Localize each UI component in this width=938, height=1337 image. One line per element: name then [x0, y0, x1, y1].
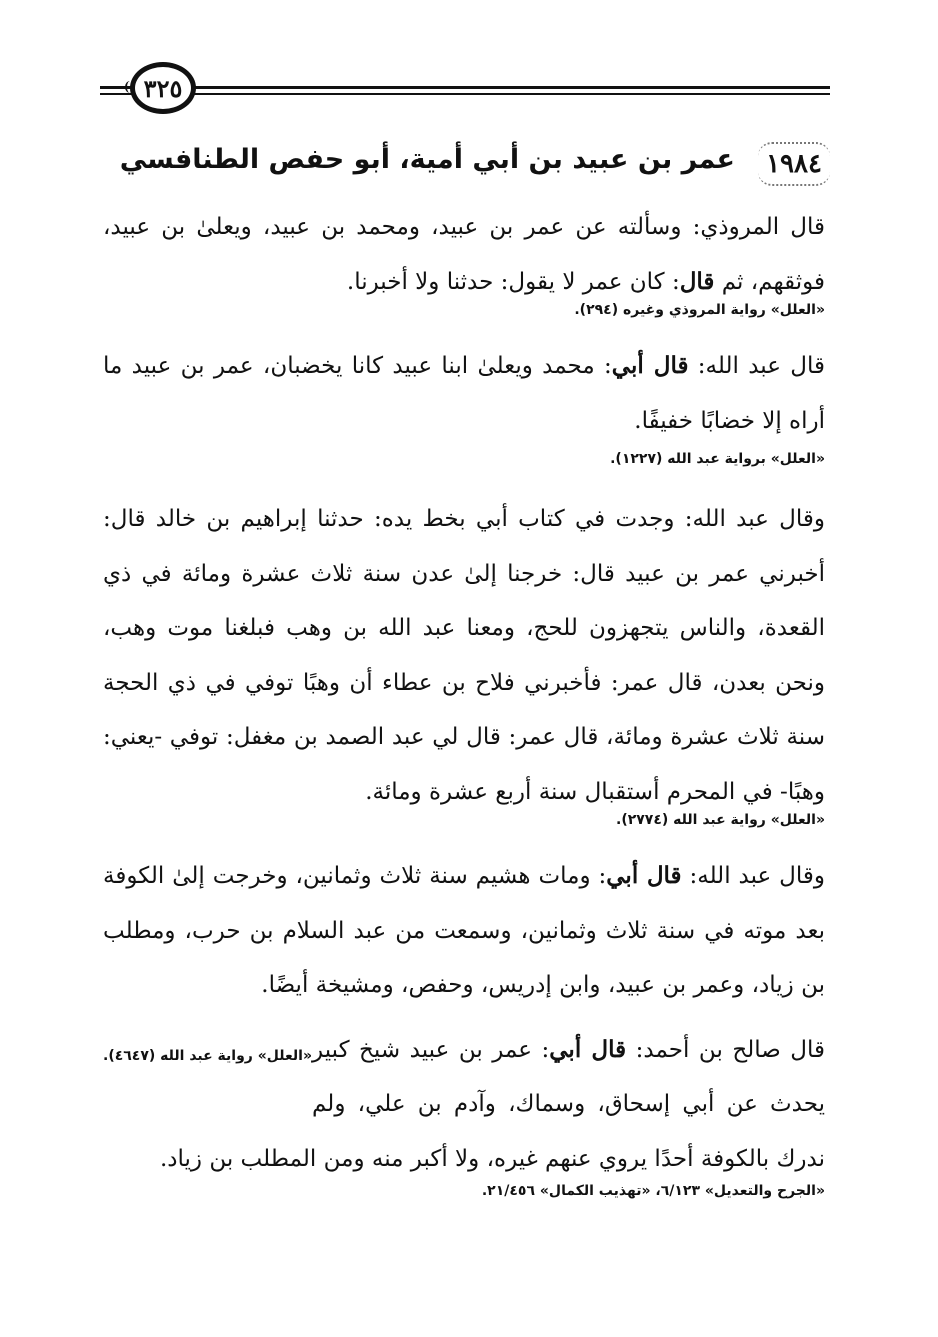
source-citation: «العلل» برواية عبد الله (١٢٢٧).	[610, 451, 825, 467]
page-body	[103, 200, 825, 1202]
header-rule-thin	[100, 93, 830, 95]
entry-heading	[100, 138, 830, 188]
entry-title: عمر بن عبيد بن أبي أمية، أبو حفص الطنافسي	[119, 144, 735, 175]
paragraph: وقال عبد الله: قال أبي: ومات هشيم سنة ثلاث وثمانين، وخرجت إلىٰ الكوفة بعد موته في سنة ثلاث وثمانين، وسمعت من عبد السلام بن حرب، ومطلب بن زياد، وعمر بن عبيد، وابن إدريس، وحفص، ومشيخة أيضًا. «العلل» رواية عبد الله (٤٦٤٧).	[103, 849, 825, 1013]
source-citation: «العلل» رواية عبد الله (٢٧٧٤).	[616, 812, 825, 828]
paragraph: قال صالح بن أحمد: قال أبي: عمر بن عبيد شيخ كبير يحدث عن أبي إسحاق، وسماك، وآدم بن علي، ولم ندرك بالكوفة أحدًا يروي عنهم غيره، ولا أكبر منه ومن المطلب بن زياد.	[159, 1035, 825, 1172]
paragraph: وقال عبد الله: وجدت في كتاب أبي بخط يده: حدثنا إبراهيم بن خالد قال: أخبرني عمر بن عبيد قال: خرجنا إلىٰ عدن سنة ثلاث عشرة ومائة في ذي القعدة، والناس يتجهزون للحج، ومعنا عبد الله بن وهب فبلغنا موت وهب، ونحن بعدن، قال عمر: فأخبرني فلاح بن عطاء أن وهبًا توفي في ذي الحجة سنة ثلاث عشرة ومائة، قال عمر: قال لي عبد الصمد بن مغفل: توفي -يعني: وهبًا- في المحرم أستقبال سنة أربع عشرة ومائة.	[103, 506, 825, 805]
source-citation: «العلل» رواية المروذي وغيره (٢٩٤).	[574, 302, 825, 318]
source-citation: «الجرح والتعديل» ٦/١٢٣، «تهذيب الكمال» ٢١/٤٥٦.	[481, 1183, 825, 1199]
page-header	[100, 58, 830, 128]
header-rule-thick	[100, 86, 830, 89]
paragraph: قال عبد الله: قال أبي: محمد ويعلىٰ ابنا عبيد كانا يخضبان، عمر بن عبيد ما أراه إلا خضابًا خفيفًا.	[103, 352, 825, 434]
source-citation: «العلل» رواية عبد الله (٤٦٤٧).	[103, 1047, 312, 1064]
entry-number: ١٩٨٤	[758, 142, 830, 186]
page-number: ٣٢٥	[130, 62, 196, 114]
paragraph: قال المروذي: وسألته عن عمر بن عبيد، ومحمد بن عبيد، ويعلىٰ بن عبيد، فوثقهم، ثم قال: كان عمر لا يقول: حدثنا ولا أخبرنا.	[103, 214, 825, 295]
